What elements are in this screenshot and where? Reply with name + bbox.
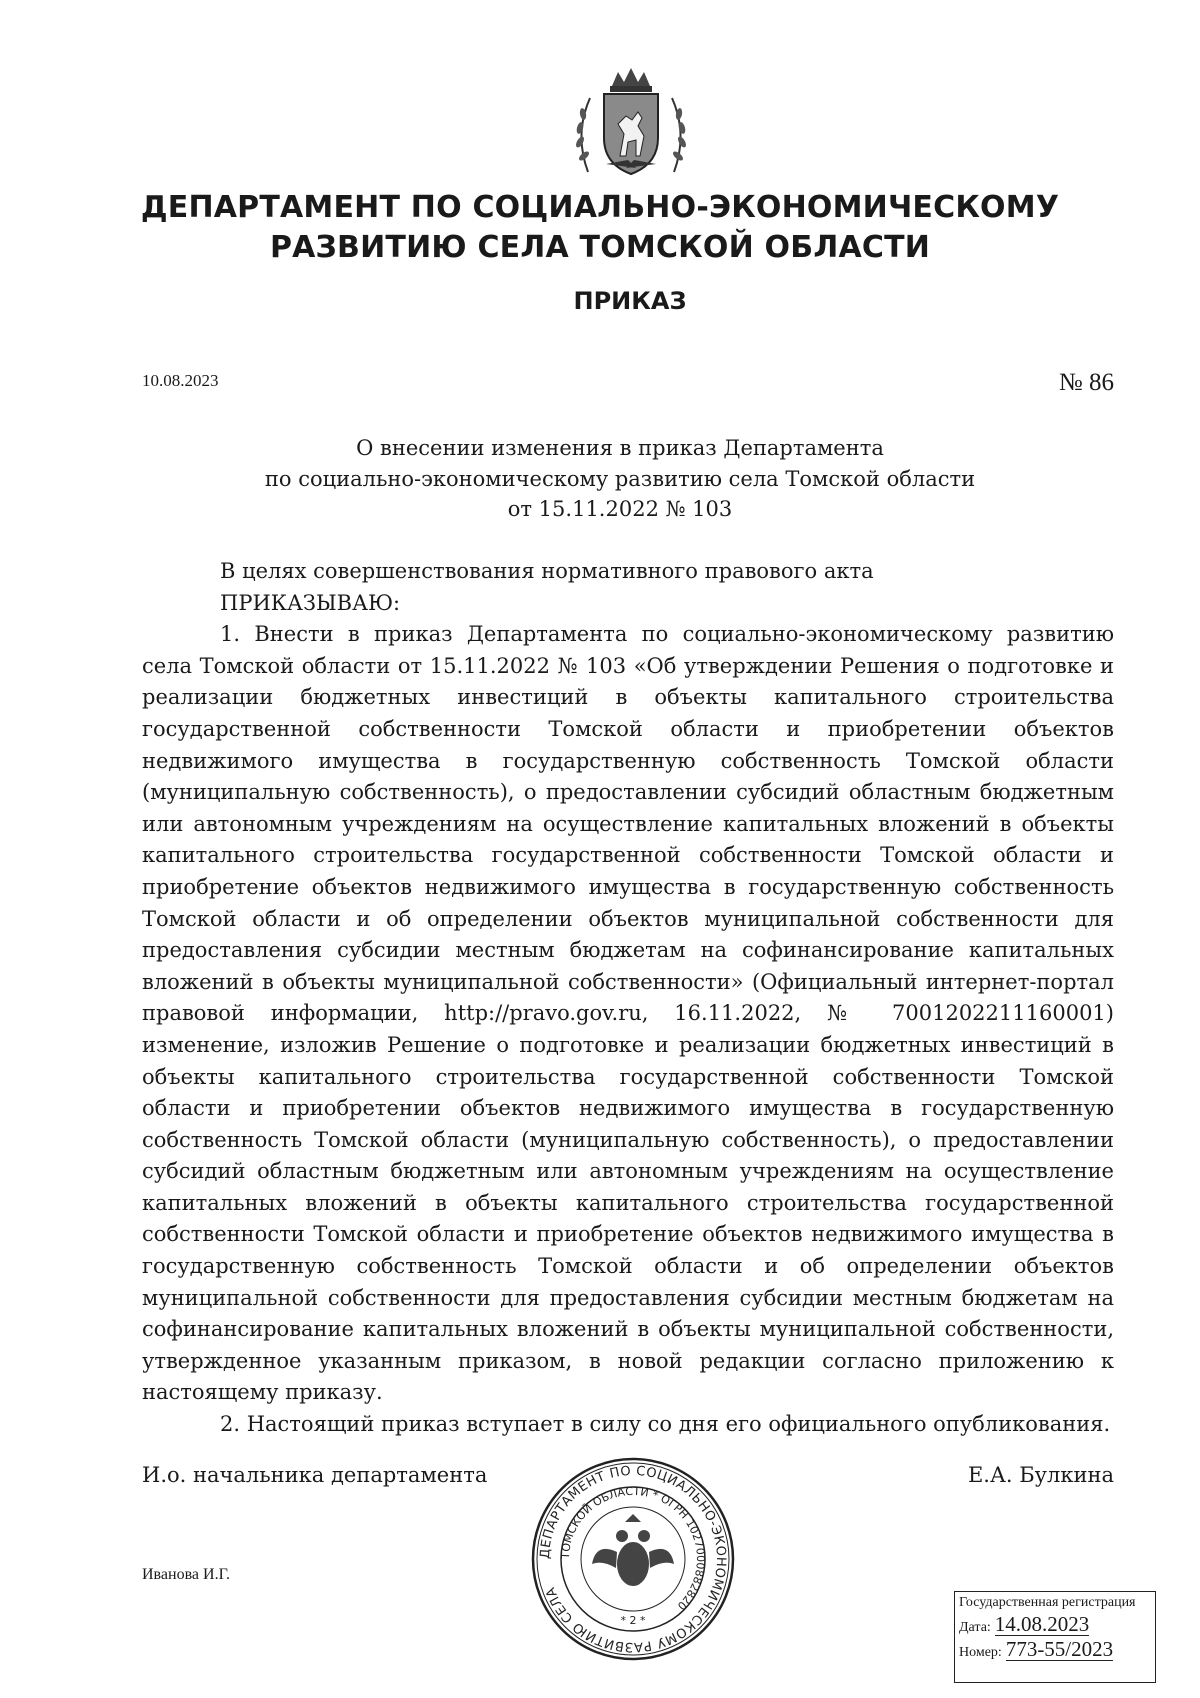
order-body: [142, 556, 1114, 1441]
department-name-line1: ДЕПАРТАМЕНТ ПО СОЦИАЛЬНО-ЭКОНОМИЧЕСКОМУ: [140, 190, 1060, 225]
order-date: 10.08.2023: [142, 371, 219, 390]
department-name-line2: РАЗВИТИЮ СЕЛА ТОМСКОЙ ОБЛАСТИ: [269, 230, 931, 265]
registration-caption: Государственная регистрация: [959, 1595, 1136, 1610]
seal-outer-text: ДЕПАРТАМЕНТ ПО СОЦИАЛЬНО-ЭКОНОМИЧЕСКОМУ РАЗВИТИЮ СЕЛА: [537, 1463, 729, 1655]
executor-name: Иванова И.Г.: [142, 1566, 231, 1583]
registration-date-row: [959, 1613, 1151, 1636]
preamble-paragraph: В целях совершенствования нормативного правового акта: [220, 559, 874, 583]
registration-number-row: [959, 1638, 1151, 1661]
official-seal-stamp: [530, 1456, 736, 1662]
signatory-name: Е.А. Булкина: [967, 1463, 1114, 1487]
document-type-title: ПРИКАЗ: [573, 287, 687, 315]
subject-line2: по социально-экономическому развитию села Томской области: [264, 466, 976, 491]
subject-line1: О внесении изменения в приказ Департамента: [356, 436, 884, 460]
order-number: № 86: [1058, 369, 1114, 396]
seal-inner-text: ТОМСКОЙ ОБЛАСТИ * ОГРН 1027000882820: [558, 1484, 708, 1613]
registration-number-value: 773-55/2023: [1005, 1637, 1114, 1662]
registration-date-value: 14.08.2023: [994, 1612, 1090, 1636]
seal-bottom-text: * 2 *: [620, 1614, 646, 1627]
item1-paragraph: 1. Внести в приказ Департамента по социально-экономическому развитию села Томской области от 15.11.2022 № 103 «Об утверждении Решения о подготовке и реализации бюджетных инвестиций в объекты капитального строительства государственной собственности Томской области и приобретении объектов недвижимого имущества в государственную собственность Томской области (муниципальную собственность), о предоставлении субсидий областным бюджетным или автономным учреждениям на осуществление капитальных вложений в объекты капитального строительства государственной собственности Томской области и приобретение объектов недвижимого имущества в государственную собственность Томской области и об определении объектов муниципальной собственности для предоставления субсидии местным бюджетам на софинансирование капитальных вложений в объекты муниципальной собственности» (Официальный интернет-портал правовой информации, http://pravo.gov.ru, 16.11.2022, № 7001202211160001) изменение, изложив Решение о подготовке и реализации бюджетных инвестиций в объекты капитального строительства государственной собственности Томской области и приобретении объектов недвижимого имущества в государственную собственность Томской области (муниципальную собственность), о предоставлении субсидий областным бюджетным или автономным учреждениям на осуществление капитальных вложений в объекты капитального строительства государственной собственности Томской области и приобретение объектов недвижимого имущества в государственную собственность Томской области и об определении объектов муниципальной собственности для предоставления субсидии местным бюджетам на софинансирование капитальных вложений в объекты муниципальной собственности, утвержденное указанным приказом, в новой редакции согласно приложению к настоящему приказу.: [142, 622, 1114, 1405]
registration-date-label: Дата:: [959, 1620, 991, 1635]
subject-line3: от 15.11.2022 № 103: [507, 497, 733, 521]
state-registration-box: [954, 1591, 1156, 1683]
command-paragraph: ПРИКАЗЫВАЮ:: [220, 590, 401, 615]
department-name: [120, 188, 1080, 268]
registration-number-label: Номер:: [959, 1645, 1002, 1661]
item2-paragraph: 2. Настоящий приказ вступает в силу со дня его официального опубликования.: [220, 1412, 1111, 1437]
order-subject: [240, 433, 1000, 525]
signatory-position: И.о. начальника департамента: [142, 1463, 488, 1487]
coat-of-arms-emblem: [566, 64, 696, 182]
